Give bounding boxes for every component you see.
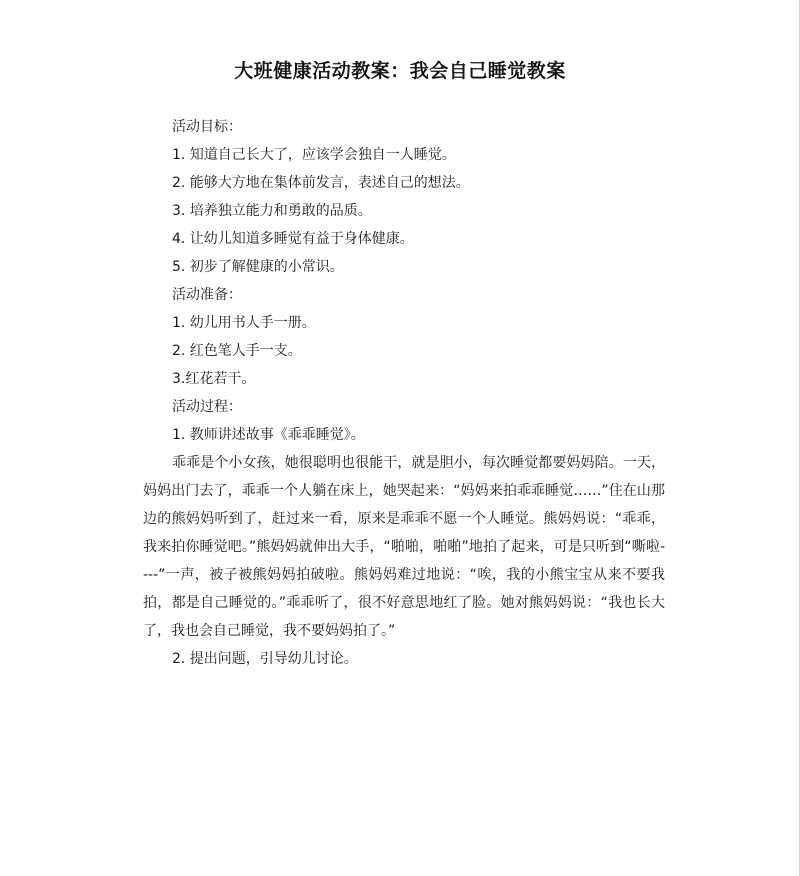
prep-item: 3.红花若干。	[172, 371, 256, 387]
process-step: 2. 提出问题，引导幼儿讨论。	[172, 651, 358, 667]
goal-item: 3. 培养独立能力和勇敢的品质。	[172, 203, 372, 219]
prep-heading: 活动准备：	[172, 287, 242, 303]
prep-item: 2. 红色笔人手一支。	[172, 343, 302, 359]
process-heading: 活动过程：	[172, 399, 242, 415]
prep-item: 1. 幼儿用书人手一册。	[172, 315, 316, 331]
goals-heading: 活动目标：	[172, 119, 242, 135]
process-step: 1. 教师讲述故事《乖乖睡觉》。	[172, 427, 365, 443]
story-paragraph: 乖乖是个小女孩，她很聪明也很能干，就是胆小，每次睡觉都要妈妈陪。一天，妈妈出门去了，乖乖一个人躺在床上，她哭起来：“妈妈来拍乖乖睡觉……”住在山那边的熊妈妈听到了，赶过来一看，原来是乖乖不愿一个人睡觉。熊妈妈说：“乖乖，我来拍你睡觉吧。”熊妈妈就伸出大手，“啪啪，啪啪”地拍了起来，可是只听到“嘶啦----”一声，被子被熊妈妈拍破啦。熊妈妈难过地说：“唉，我的小熊宝宝从来不要我拍，都是自己睡觉的。”乖乖听了，很不好意思地红了脸。她对熊妈妈说：“我也长大了，我也会自己睡觉，我不要妈妈拍了。”	[143, 455, 665, 639]
document-body	[143, 113, 665, 673]
goal-item: 1. 知道自己长大了，应该学会独自一人睡觉。	[172, 147, 456, 163]
goal-item: 2. 能够大方地在集体前发言，表述自己的想法。	[172, 175, 470, 191]
goal-item: 4. 让幼儿知道多睡觉有益于身体健康。	[172, 231, 414, 247]
goal-item: 5. 初步了解健康的小常识。	[172, 259, 344, 275]
document-title: 大班健康活动教案：我会自己睡觉教案	[234, 60, 566, 82]
